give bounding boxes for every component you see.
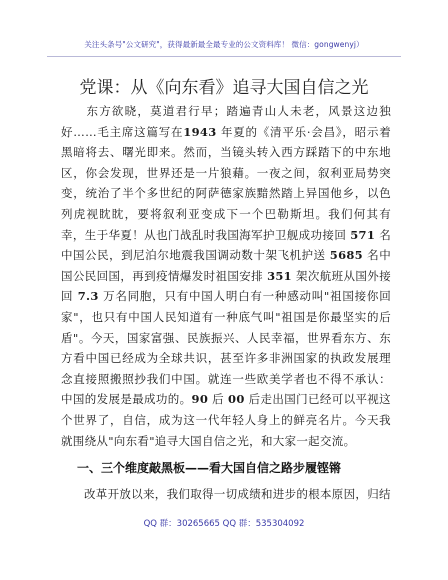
paragraph-1-text: 后: [208, 392, 229, 407]
header-divider: [47, 56, 401, 57]
paragraph-1-number: 90: [191, 392, 209, 407]
paragraph-1-text: 东方欲晓，莫道君行早；踏遍青山人未老，风景这边独好……毛主席这篇写在: [61, 104, 391, 139]
paragraph-1-text: 名中国公民，到尼泊尔地震我国调动数十架飞机护送: [61, 227, 391, 263]
paragraph-1-number: 1943: [183, 124, 217, 139]
document-title: 党课：从《向东看》追寻大国自信之光: [79, 78, 369, 98]
paragraph-1-number: 5685: [329, 248, 363, 263]
paragraph-1-text: 后走出国门已经可以平视这个世界了，自信，成为这一代年轻人身上的鲜亮名片。今天我就围绕从"向东看"追寻大国自信之光，和大家一起交流。: [61, 392, 391, 448]
paragraph-1-number: 00: [228, 392, 245, 407]
body-paragraph-1: [61, 101, 391, 451]
section-heading-1: 一、三个维度敲黑板——看大国自信之路步履铿锵: [77, 461, 342, 475]
paragraph-1-number: 7.3: [77, 289, 99, 304]
paragraph-1-text: 年夏的《清平乐·会昌》，昭示着黑暗将去、曙光即来。然而，当镜头转入西方踩踏下的中东地区，你会发现，世界还是一片狼藉。一夜之间，叙利亚局势突变，统治了半个多世纪的阿萨德家族黯然踏上异国他乡，以色列虎视眈眈，要将叙利亚变成下一个巴勒斯坦。我们何其有幸，生于华夏！从也门战乱时我国海军护卫舰成功接回: [61, 124, 392, 242]
header-promo-note: 关注头条号"公文研究"，获得最新最全最专业的公文资料库！ 微信：gongwenyj）: [84, 40, 364, 49]
paragraph-1-number: 351: [267, 268, 292, 283]
paragraph-1-text: 万名同胞，只有中国人明白有一种感动叫"祖国接你回家"，也只有中国人民知道有一种底气叫"祖国是你最坚实的后盾"。今天，国家富强、民族振兴、人民幸福，世界看东方、东方看中国已经成为全球共识，甚至许多非洲国家的执政发展理念直接照搬照抄我们中国。就连一些欧美学者也不得不承认：中国的发展是最成功的。: [61, 289, 391, 407]
paragraph-1-number: 571: [350, 227, 376, 242]
paragraph-1-text: 架次航班从国外接回: [61, 268, 391, 304]
footer-qq-groups: QQ 群：30265665 QQ 群：535304092: [143, 519, 305, 529]
paragraph-1-text: 名中国公民回国，再到疫情爆发时祖国安排: [61, 248, 391, 283]
body-paragraph-2: 改革开放以来，我们取得一切成绩和进步的根本原因，归结: [84, 487, 391, 501]
